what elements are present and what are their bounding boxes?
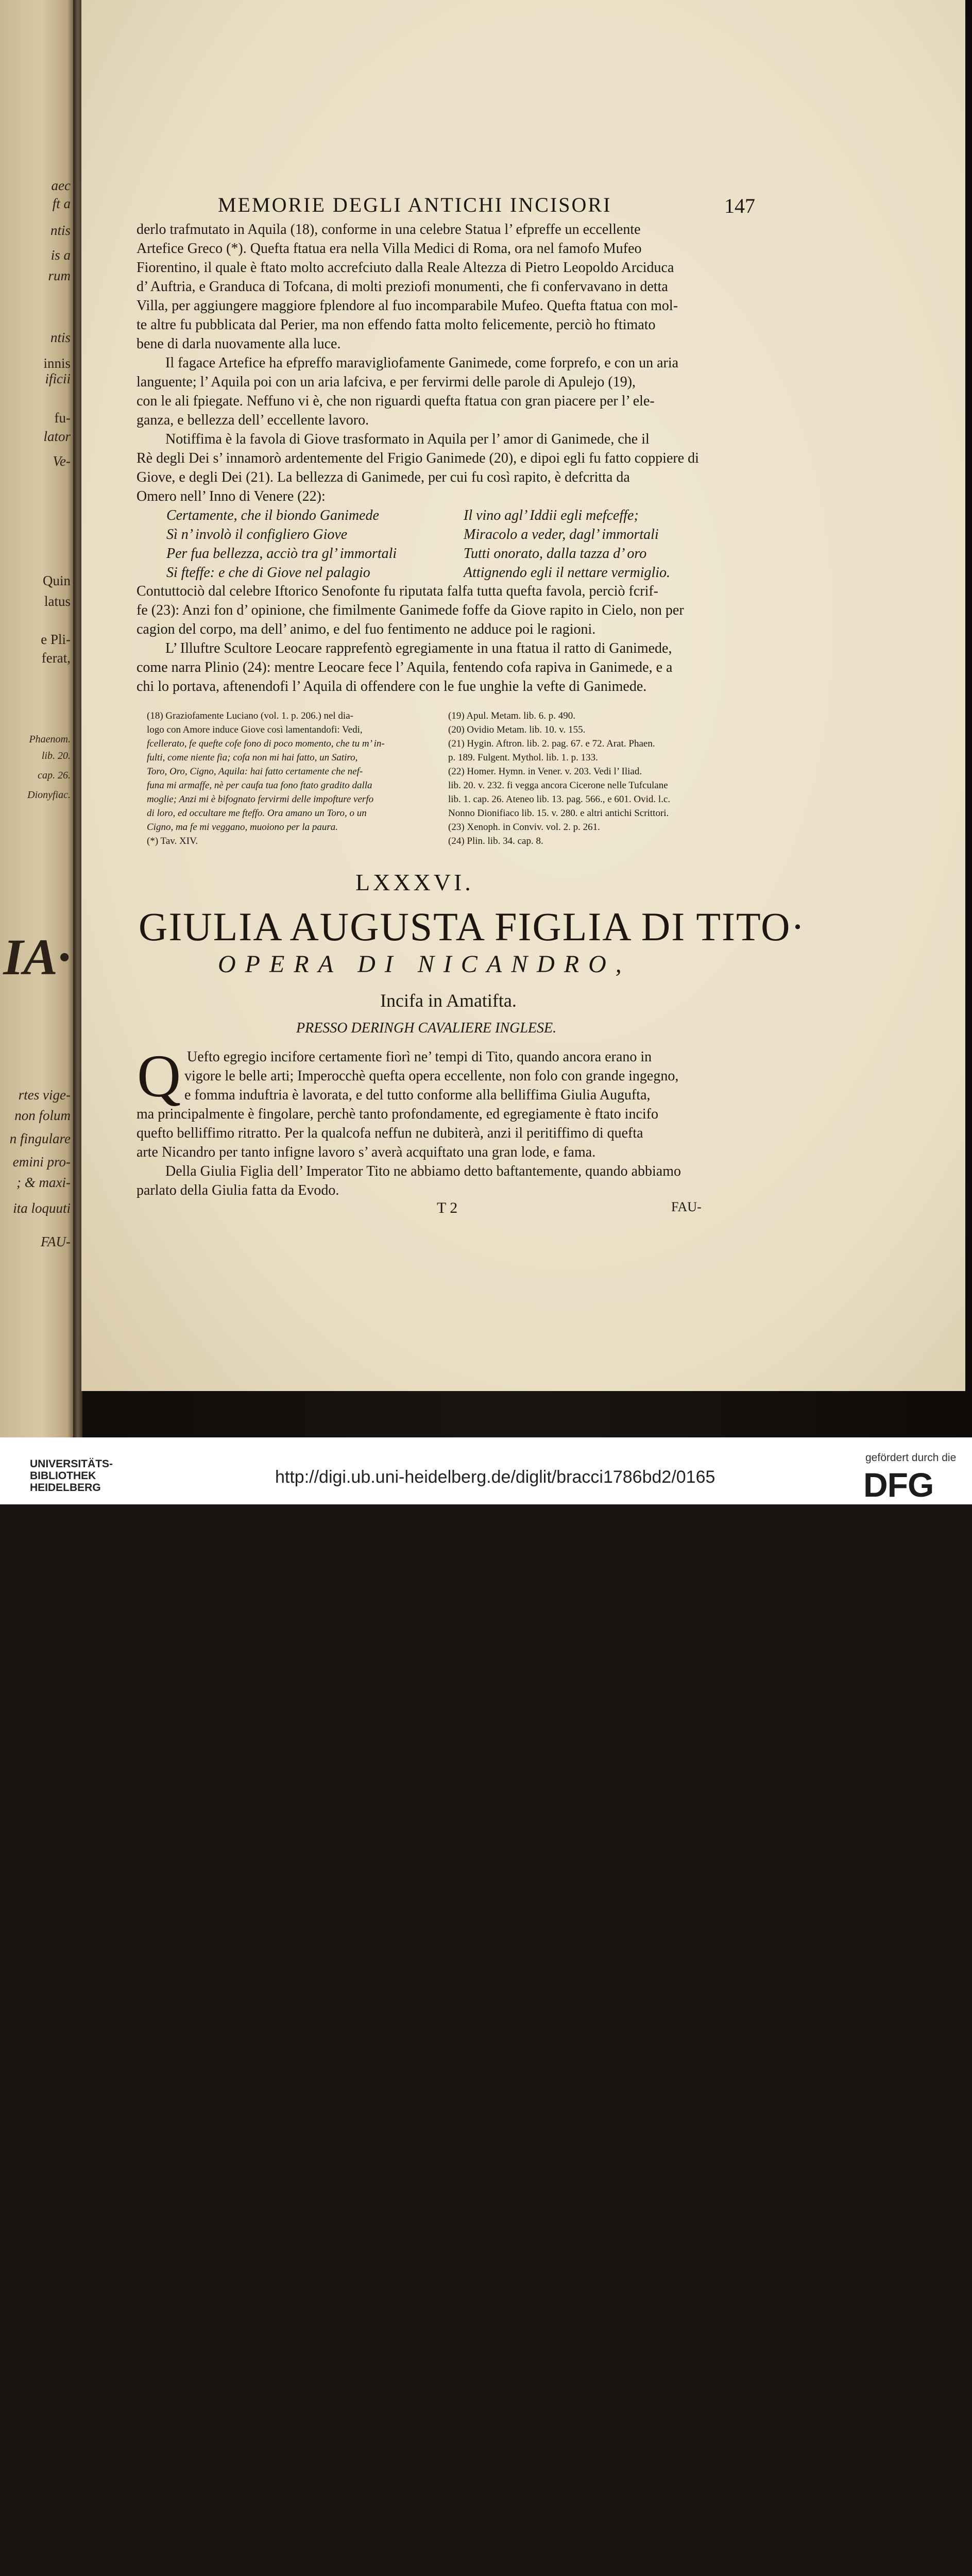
body-line: d’ Auftria, e Granduca di Tofcana, di molti preziofi monumenti, che fi confervavano in detta [137, 279, 668, 295]
body-line: cagion del corpo, ma dell’ animo, e del fuo fentimento ne adduce poi le ragioni. [137, 621, 596, 637]
footnote-line-left: fulti, come niente fia; cofa non mi hai fatto, un Satiro, [147, 752, 358, 763]
footnote-line-right: (24) Plin. lib. 34. cap. 8. [448, 836, 543, 846]
dfg-logo[interactable]: DFG [863, 1466, 934, 1504]
left-page-fragment: n fingulare [9, 1131, 71, 1146]
section-body-line: Uefto egregio incifore certamente fiorì ne’ tempi di Tito, quando ancora erano in [187, 1049, 652, 1065]
body-line: chi lo portava, aftenendofi l’ Aquila di offendere con le fue unghie la vefte di Ganimede. [137, 679, 647, 694]
page-number: 147 [724, 194, 755, 217]
section-collection: PRESSO DERINGH CAVALIERE INGLESE. [296, 1020, 557, 1036]
left-page-fragment: non folum [14, 1108, 71, 1123]
footnote-line-right: lib. 1. cap. 26. Ateneo lib. 13. pag. 566., e 601. Ovid. l.c. [448, 794, 671, 805]
library-name-1: UNIVERSITÄTS- [30, 1458, 113, 1470]
body-line: Notiffima è la favola di Giove trasformato in Aquila per l’ amor di Ganimede, che il [165, 431, 650, 447]
running-title: MEMORIE DEGLI ANTICHI INCISORI [218, 193, 612, 216]
permalink-url[interactable]: http://digi.ub.uni-heidelberg.de/diglit/bracci1786bd2/0165 [275, 1467, 715, 1487]
left-page-edge [0, 0, 75, 1437]
section-subtitle: OPERA DI NICANDRO, [218, 951, 631, 978]
footnote-line-left: di loro, ed occultare me fteffo. Ora amano un Toro, o un [147, 808, 367, 819]
left-page-fragment: IA· [3, 928, 71, 986]
body-line: derlo trafmutato in Aquila (18), conforme in una celebre Statua l’ efpreffe un eccellente [137, 222, 641, 238]
left-page-fragment: e Pli- [41, 632, 71, 647]
footnote-line-right: (22) Homer. Hymn. in Vener. v. 203. Vedi l’ Iliad. [448, 766, 642, 777]
left-page-fragment: Quin [43, 573, 71, 588]
footnote-line-right: Nonno Dionifiaco lib. 15. v. 280. e altri antichi Scrittori. [448, 808, 669, 819]
body-line: fe (23): Anzi fon d’ opinione, che fimilmente Ganimede foffe da Giove rapito in Cielo, non per [137, 602, 684, 618]
body-line: Artefice Greco (*). Quefta ftatua era nella Villa Medici di Roma, ora nel famofo Mufeo [137, 241, 642, 257]
left-page-fragment: ificii [45, 371, 71, 386]
footnote-line-left: moglie; Anzi mi è bifognato fervirmi delle impofture verfo [147, 794, 374, 805]
verse-line-right: Tutti onorato, dalla tazza d’ oro [464, 546, 647, 562]
catchword: FAU- [671, 1199, 702, 1214]
verse-line-left: Certamente, che il biondo Ganimede [166, 507, 379, 523]
footnote-line-left: funa mi armaffe, nè per caufa tua fono ftato gradito dalla [147, 780, 372, 791]
library-logo[interactable] [30, 1458, 113, 1494]
left-page-fragment: lator [43, 429, 71, 444]
left-page-fragment: cap. 26. [38, 770, 71, 781]
verse-line-left: Si fteffe: e che di Giove nel palagio [166, 565, 370, 581]
left-page-fragment: fu- [54, 410, 71, 426]
library-name-3: HEIDELBERG [30, 1482, 101, 1494]
footnote-line-left: (*) Tav. XIV. [147, 836, 198, 846]
body-line: con le ali fpiegate. Neffuno vi è, che non riguardi quefta ftatua con gran piacere per l’ ele- [137, 393, 655, 409]
left-page-fragment: ntis [50, 223, 71, 238]
body-line: come narra Plinio (24): mentre Leocare fece l’ Aquila, fentendo cofa rapiva in Ganimede, e a [137, 659, 673, 675]
right-page [81, 0, 965, 1391]
body-line: Il fagace Artefice ha efpreffo maravigliofamente Ganimede, come forprefo, e con un aria [165, 355, 679, 371]
left-page-fragment: ferat, [41, 650, 71, 666]
body-line: Rè degli Dei s’ innamorò ardentemente del Frigio Ganimede (20), e dipoi egli fu fatto coppiere di [137, 450, 699, 466]
left-page-fragment: Dionyfiac. [27, 789, 71, 801]
section-body-line: ma principalmente è fingolare, perchè tanto profondamente, ed egregiamente è ftato incifo [137, 1106, 658, 1122]
left-page-fragment: ntis [50, 330, 71, 345]
footnote-line-right: (19) Apul. Metam. lib. 6. p. 490. [448, 710, 575, 721]
footnote-line-right: (20) Ovidio Metam. lib. 10. v. 155. [448, 724, 586, 735]
footnote-line-right: lib. 20. v. 232. fi vegga ancora Cicerone nelle Tufculane [448, 780, 668, 791]
section-number: LXXXVI. [355, 869, 474, 895]
footnote-line-left: logo con Amore induce Giove così lamentandofi: Vedi, [147, 724, 363, 735]
verse-line-right: Il vino agl’ Iddii egli mefceffe; [464, 507, 639, 523]
section-body-line: parlato della Giulia fatta da Evodo. [137, 1182, 339, 1198]
verse-line-left: Per fua bellezza, acciò tra gl’ immortali [166, 546, 397, 562]
body-line: languente; l’ Aquila poi con un aria lafciva, e per fervirmi delle parole di Apulejo (19), [137, 374, 636, 390]
footnote-line-left: (18) Graziofamente Luciano (vol. 1. p. 206.) nel dia- [147, 710, 353, 721]
verse-line-right: Attignendo egli il nettare vermiglio. [464, 565, 670, 581]
section-body-line: Della Giulia Figlia dell’ Imperator Tito ne abbiamo detto baftantemente, quando abbiamo [165, 1163, 681, 1179]
footnote-line-right: (21) Hygin. Aftron. lib. 2. pag. 67. e 72. Arat. Phaen. [448, 738, 655, 749]
section-body-line: quefto belliffimo ritratto. Per la qualcofa neffun ne dubiterà, anzi il peritiffimo di quefta [137, 1125, 643, 1141]
footnote-line-right: (23) Xenoph. in Conviv. vol. 2. p. 261. [448, 822, 600, 833]
body-line: Villa, per aggiungere maggiore fplendore al fuo incomparabile Mufeo. Quefta ftatua con mol- [137, 298, 678, 314]
footnote-line-left: Cigno, ma fe mi veggano, muoiono per la paura. [147, 822, 338, 833]
drop-cap: Q [137, 1042, 181, 1110]
left-page-fragment: lib. 20. [41, 750, 71, 761]
left-page-fragment: Ve- [53, 453, 71, 469]
body-line: Omero nell’ Inno di Venere (22): [137, 488, 326, 504]
funding-label: gefördert durch die [865, 1452, 957, 1464]
left-page-fragment: ita loquuti [13, 1200, 71, 1216]
footnote-line-right: p. 189. Fulgent. Mythol. lib. 1. p. 133. [448, 752, 598, 763]
left-page-fragment: is a [50, 247, 71, 263]
left-page-fragment: FAU- [41, 1234, 71, 1249]
section-title: GIULIA AUGUSTA FIGLIA DI TITO· [139, 904, 806, 949]
verse-line-left: Sì n’ involò il configliero Giove [166, 527, 348, 543]
section-body-line: vigore le belle arti; Imperocchè quefta opera eccellente, non folo con grande ingegno, [184, 1068, 679, 1084]
left-page-fragment: ft a [52, 196, 71, 211]
left-page-fragment: aec [51, 178, 71, 193]
body-line: te altre fu pubblicata dal Perier, ma non effendo fatta molto felicemente, perciò ho ftimato [137, 317, 656, 333]
left-page-fragment: rtes vige- [18, 1087, 71, 1103]
body-line: Fiorentino, il quale è ftato molto accrefciuto dalla Reale Altezza di Pietro Leopoldo Arciduca [137, 260, 674, 276]
left-page-fragment: latus [44, 594, 71, 609]
section-body-line: e fomma induftria è lavorata, e del tutto conforme alla belliffima Giulia Augufta, [184, 1087, 651, 1103]
footnote-line-left: fcellerato, fe quefte cofe fono di poco momento, che tu m’ in- [147, 738, 385, 749]
body-line: bene di darla nuovamente alla luce. [137, 336, 341, 352]
signature-mark: T 2 [437, 1199, 458, 1216]
section-medium: Incifa in Amatifta. [380, 990, 517, 1011]
body-line: ganza, e bellezza dell’ eccellente lavoro. [137, 412, 369, 428]
body-line: Contuttociò dal celebre Iftorico Senofonte fu riputata falfa tutta quefta favola, perciò fcrif- [137, 583, 659, 599]
left-page-fragment: rum [48, 268, 71, 283]
left-page-fragment: innis [43, 355, 71, 371]
left-page-fragment: emini pro- [12, 1154, 71, 1170]
left-page-fragment: ; & maxi- [16, 1175, 71, 1190]
section-body-line: arte Nicandro per tanto infigne lavoro s’ averà acquiftato una gran lode, e fama. [137, 1144, 596, 1160]
body-line: Giove, e degli Dei (21). La bellezza di Ganimede, per cui fu così rapito, è defcritta da [137, 469, 630, 485]
footnote-line-left: Toro, Oro, Cigno, Aquila: hai fatto certamente che nef- [147, 766, 363, 777]
body-line: L’ Illuftre Scultore Leocare rapprefentò egregiamente in una ftatua il ratto di Ganimede, [165, 640, 672, 656]
left-page-fragment: Phaenom. [29, 734, 71, 745]
library-name-2: BIBLIOTHEK [30, 1470, 96, 1482]
verse-line-right: Miracolo a veder, dagl’ immortali [464, 527, 659, 543]
